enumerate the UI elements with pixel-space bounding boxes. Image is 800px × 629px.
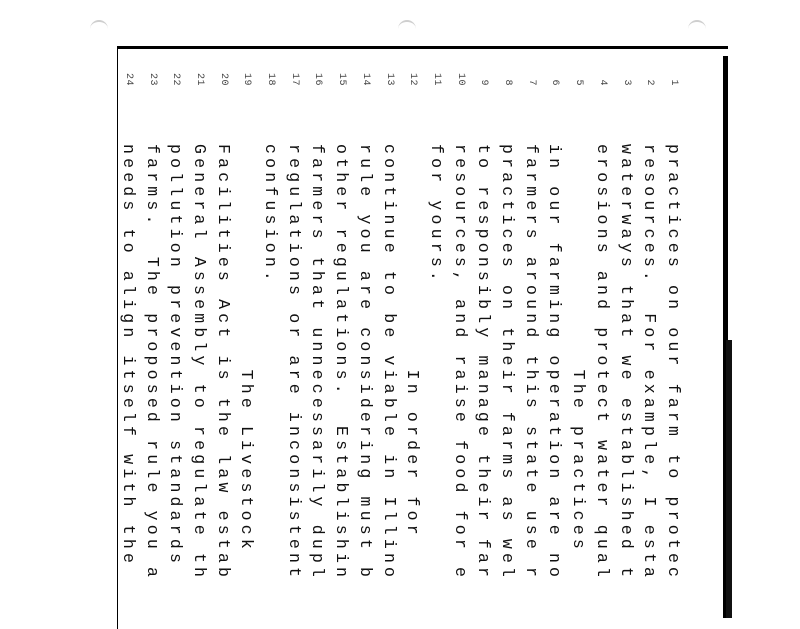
line-text: to responsibly manage their far [474,144,494,582]
page-edge-shadow-lower [726,340,732,618]
line-text: other regulations. Establishin [332,144,352,582]
line-number: 21 [194,72,205,86]
line-text: practices on their farms as wel [498,144,518,582]
line-text: General Assembly to regulate th [190,144,209,582]
punch-hole-left [90,20,108,30]
line-number: 19 [241,72,253,86]
line-text: erosions and protect water qual [592,144,612,582]
line-number: 10 [454,72,466,86]
transcript-text [118,62,683,622]
punch-hole-middle [398,20,416,30]
line-number: 7 [525,79,537,86]
line-number: 1 [668,79,679,86]
line-text: waterways that we established t [616,144,636,582]
line-number: 5 [573,79,585,86]
line-text: pollution prevention standards [166,144,186,568]
line-text: in our farming operation are no [545,144,565,582]
line-text: rule you are considering must b [355,144,375,582]
line-number: 12 [407,72,419,86]
line-text: needs to align itself with the [118,144,138,568]
line-text: farmers around this state use r [521,144,541,582]
line-text: regulations or are inconsistent [284,144,304,582]
line-text: practices on our farm to protec [664,144,683,582]
line-number: 24 [122,72,134,86]
line-number: 17 [288,72,300,86]
line-number: 4 [596,79,608,86]
line-number: 6 [549,79,561,86]
line-number: 3 [620,79,632,86]
line-text: The Livestock [237,144,257,553]
line-number: 11 [431,72,442,86]
line-text: confusion. [261,144,281,286]
line-number: 2 [644,79,656,86]
line-text: The practices [569,144,589,553]
line-number: 13 [383,72,395,86]
line-number: 20 [217,72,229,86]
line-text: In order for [403,144,423,539]
line-number: 22 [170,72,182,86]
punch-hole-right [688,20,706,30]
line-number: 18 [265,72,277,86]
line-number: 15 [336,72,348,86]
line-number: 9 [478,79,490,86]
line-text: continue to be viable in Illino [379,144,399,582]
line-text: farms. The proposed rule you a [142,144,162,582]
line-number: 16 [312,72,324,86]
line-text: for yours. [427,144,446,286]
line-number: 23 [146,72,158,86]
line-text: Facilities Act is the law estab [213,144,233,582]
line-text: farmers that unnecessarily dupl [308,144,328,582]
line-number: 14 [359,72,371,86]
line-text: resources. For example, I esta [640,144,660,582]
line-number: 8 [502,79,514,86]
line-text: resources, and raise food for e [450,144,470,582]
